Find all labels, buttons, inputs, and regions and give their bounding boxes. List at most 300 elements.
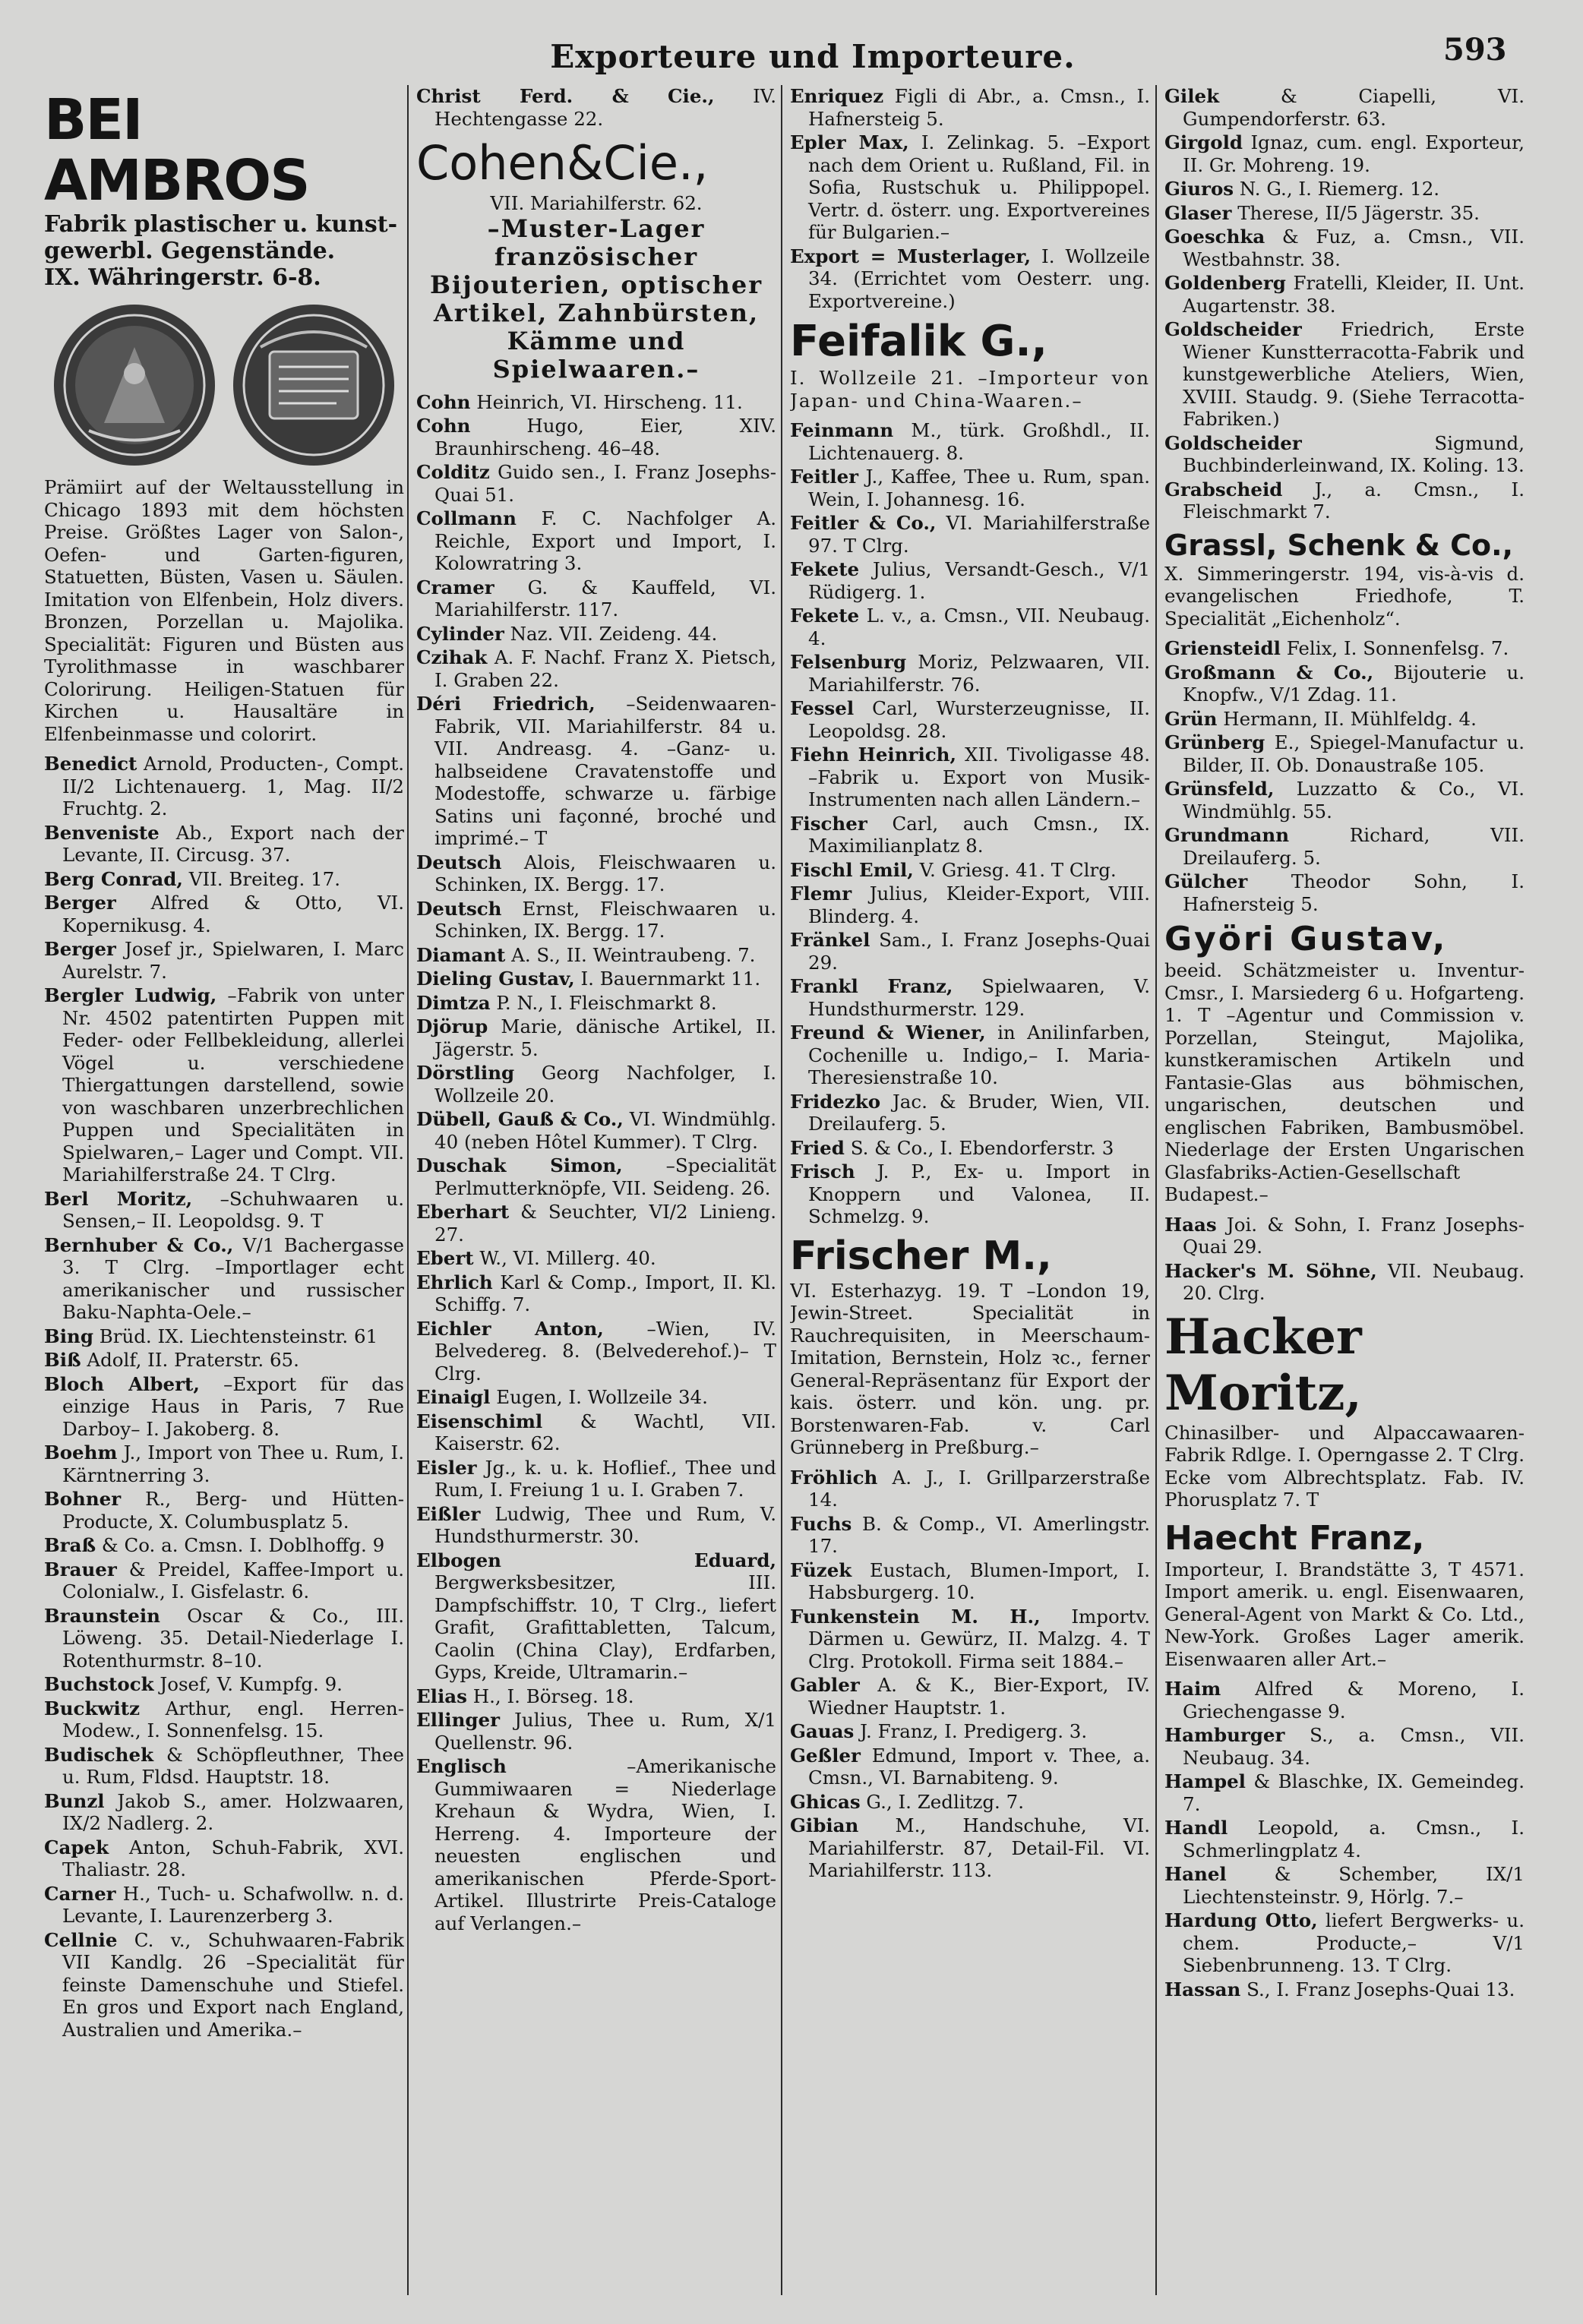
- entry-name: Fuchs: [790, 1512, 852, 1535]
- list-item: [790, 131, 1150, 244]
- medal-images: [44, 302, 404, 469]
- entry-text: Importv. Därmen u. Gewürz, II. Malzg. 4. T Clrg. Protokoll. Firma seit 1884.–: [808, 1605, 1150, 1672]
- entry-name: Braß: [44, 1534, 96, 1556]
- ad-cohen-name: Cohen&Cie.,: [416, 135, 709, 191]
- entry-text: VI. Windmühlg. 40 (neben Hôtel Kummer). T Clrg.: [434, 1108, 776, 1153]
- entry-name: Girgold: [1164, 131, 1243, 153]
- page-header: [0, 27, 1583, 73]
- entry-text: & Preidel, Kaffee-Import u. Colonialw., I. Gisfelastr. 6.: [62, 1558, 404, 1602]
- entry-name: Ghicas: [790, 1790, 861, 1813]
- entry-text: & Seuchter, VI/2 Linieng. 27.: [434, 1201, 776, 1246]
- entry-name: Déri Friedrich,: [416, 693, 596, 715]
- list-item: [1164, 131, 1525, 176]
- ad-feifalik-name: Feifalik G.,: [790, 317, 1047, 366]
- entry-text: I. Zelinkag. 5. –Export nach dem Orient u. Rußland, Fil. in Sofia, Rustschuk u. Philippopel. Vertr. d. österr. ung. Exportvereines für Bulgarien.–: [808, 131, 1150, 243]
- entry-name: Fiehn Heinrich,: [790, 744, 957, 766]
- entry-text: J., a. Cmsn., I. Fleischmarkt 7.: [1183, 478, 1525, 523]
- list-item: [416, 1457, 776, 1501]
- column-2: [416, 85, 776, 2303]
- ad-hacker: [1164, 1309, 1525, 1511]
- ad-haecht-body: Importeur, I. Brandstätte 3, T 4571. Import amerik. u. engl. Eisenwaaren, General-Agent von Markt & Co. Ltd., New-York. Großes Lager amerik. Eisenwaaren aller Art.–: [1164, 1558, 1525, 1670]
- entry-name: Fried: [790, 1136, 845, 1159]
- entry-text: Eustach, Blumen-Import, I. Habsburgerg. 10.: [808, 1558, 1150, 1603]
- entry-name: Budischek: [44, 1743, 154, 1766]
- list-item: [790, 1091, 1150, 1135]
- entry-name: Berger: [44, 938, 116, 960]
- entry-name: Handl: [1164, 1817, 1228, 1839]
- entry-text: H., I. Börseg. 18.: [466, 1685, 634, 1707]
- entry-text: & Wachtl, VII. Kaiserstr. 62.: [434, 1410, 776, 1454]
- entry-name: Freund & Wiener,: [790, 1021, 986, 1044]
- entry-name: Dieling Gustav,: [416, 968, 575, 990]
- list-item: [1164, 1214, 1525, 1258]
- entry-list: [1164, 1214, 1525, 1305]
- list-item: [416, 461, 776, 506]
- entry-name: Geßler: [790, 1744, 861, 1767]
- entry-text: Friedrich, Erste Wiener Kunstterracotta-Fabrik und kunstgewerbliche Ateliers, Wien, XVIII. Staudg. 9. (Siehe Terracotta-Fabriken.): [1183, 318, 1525, 430]
- ad-hacker-name: Hacker Moritz,: [1164, 1308, 1362, 1422]
- ad-cohen-address: VII. Mariahilferstr. 62.: [490, 192, 703, 214]
- entry-text: Felix, I. Sonnenfelsg. 7.: [1280, 637, 1509, 659]
- entry-name: Hassan: [1164, 1978, 1241, 2000]
- entry-list: [1164, 85, 1525, 523]
- entry-name: Gibian: [790, 1814, 859, 1836]
- entry-text: Julius, Thee u. Rum, X/1 Quellenstr. 96.: [434, 1709, 776, 1754]
- list-item: [1164, 478, 1525, 523]
- list-item: [416, 1015, 776, 1060]
- ad-haecht-name: Haecht Franz,: [1164, 1518, 1425, 1558]
- entry-name: Fränkel: [790, 929, 870, 951]
- entry-text: Josef, V. Kumpfg. 9.: [153, 1673, 343, 1695]
- entry-name: Bloch Albert,: [44, 1372, 200, 1395]
- entry-text: Guido sen., I. Franz Josephs-Quai 51.: [434, 461, 776, 506]
- entry-name: Goldscheider: [1164, 431, 1302, 454]
- entry-name: Ehrlich: [416, 1271, 493, 1293]
- list-item: [1164, 731, 1525, 776]
- entry-name: Flemr: [790, 883, 852, 905]
- medal-back-icon: [230, 302, 397, 469]
- entry-name: Grün: [1164, 707, 1218, 730]
- entry-text: –Export für das einzige Haus in Paris, 7 Rue Darboy– I. Jakoberg. 8.: [62, 1372, 404, 1440]
- list-item: [790, 883, 1150, 927]
- entry-text: S. & Co., I. Ebendorferstr. 3: [844, 1136, 1114, 1159]
- list-item: [1164, 662, 1525, 706]
- entry-name: Füzek: [790, 1558, 852, 1581]
- entry-name: Buchstock: [44, 1673, 154, 1695]
- entry-name: Berg Conrad,: [44, 867, 183, 890]
- entry-text: Eugen, I. Wollzeile 34.: [490, 1386, 708, 1408]
- entry-text: –Wien, IV. Belvedereg. 8. (Belvederehof.)– T Clrg.: [434, 1317, 776, 1385]
- entry-name: Hampel: [1164, 1770, 1246, 1792]
- entry-text: Ab., Export nach der Levante, II. Circusg. 37.: [62, 821, 404, 866]
- entry-text: Brüd. IX. Liechtensteinstr. 61: [93, 1325, 378, 1347]
- list-item: [1164, 318, 1525, 431]
- entry-name: Goldenberg: [1164, 272, 1286, 294]
- entry-text: –Seidenwaaren-Fabrik, VII. Mariahilferstr. 84 u. VII. Andreasg. 4. –Ganz- u. halbseidene Cravatenstoffe und Modestoffe, schwarze u. färbige Satins uni façonné, broché und imprimé.– T: [434, 693, 776, 849]
- ad-ambros-body: Prämiirt auf der Weltausstellung in Chicago 1893 mit dem höchsten Preise. Größtes Lager von Salon-, Oefen- und Garten-figuren, Statuetten, Büsten, Vasen u. Säulen. Imitation von Elfenbein, Holz divers. Bronzen, Porzellan u. Majolika. Specialität: Figuren und Büsten aus Tyrolithmasse in waschbarer Colorirung. Heiligen-Statuen für Kirchen u. Hausaltäre in Elfenbeinmasse und colorirt.: [44, 476, 404, 745]
- list-item: [44, 1673, 404, 1696]
- list-item: [416, 1271, 776, 1316]
- entry-name: Glaser: [1164, 201, 1232, 224]
- entry-text: Julius, Kleider-Export, VIII. Blinderg. 4.: [808, 883, 1150, 927]
- entry-name: Fischl Emil,: [790, 858, 914, 881]
- entry-name: Benedict: [44, 753, 137, 775]
- entry-text: Hugo, Eier, XIV. Braunhirscheng. 46–48.: [434, 415, 776, 459]
- ad-frischer-name: Frischer M.,: [790, 1233, 1052, 1279]
- entry-text: VI. Mariahilferstraße 97. T Clrg.: [808, 512, 1150, 557]
- ad-grassl-body: X. Simmeringerstr. 194, vis-à-vis d. evangelischen Friedhofe, T. Specialität „Eichenholz“.: [1164, 562, 1525, 630]
- list-item: [416, 992, 776, 1015]
- entry-text: Joi. & Sohn, I. Franz Josephs-Quai 29.: [1183, 1213, 1525, 1258]
- list-item: [790, 245, 1150, 313]
- entry-list: [790, 85, 1150, 312]
- entry-text: V/1 Bachergasse 3. T Clrg. –Importlager echt amerikanischer und russischer Baku-Naphta-Oele.–: [62, 1233, 404, 1323]
- entry-text: Luzzatto & Co., VI. Windmühlg. 55.: [1183, 778, 1525, 823]
- list-item: [416, 1386, 776, 1409]
- list-item: [790, 1791, 1150, 1814]
- entry-text: A. J., I. Grillparzerstraße 14.: [808, 1466, 1150, 1511]
- entry-name: Eißler: [416, 1502, 481, 1525]
- entry-text: A. F. Nachf. Franz X. Pietsch, I. Graben 22.: [434, 646, 776, 691]
- entry-text: –Fabrik von unter Nr. 4502 patentirten Puppen mit Feder- oder Fellbekleidung, allerlei Vögel u. verschiedene Thiergattungen darstellend, sowie von waschbaren unzerbrechlichen Puppen und Specialitäten in Spielwaren,– Lager und Compt. VII. Mariahilferstraße 24. T Clrg.: [62, 984, 404, 1186]
- entry-name: Goldscheider: [1164, 318, 1302, 340]
- list-item: [44, 1234, 404, 1324]
- entry-text: G., I. Zedlitzg. 7.: [860, 1790, 1025, 1813]
- list-item: [44, 1488, 404, 1533]
- column-rule: [1155, 85, 1157, 2295]
- entry-text: Karl & Comp., Import, II. Kl. Schiffg. 7.: [434, 1271, 776, 1315]
- entry-name: Duschak Simon,: [416, 1154, 623, 1176]
- entry-name: Hanel: [1164, 1863, 1227, 1885]
- list-item: [1164, 637, 1525, 660]
- entry-name: Bunzl: [44, 1789, 105, 1812]
- entry-name: Deutsch: [416, 851, 502, 873]
- entry-name: Capek: [44, 1836, 109, 1858]
- entry-name: Bohner: [44, 1488, 122, 1510]
- ad-grassl-name: Grassl, Schenk & Co.,: [1164, 528, 1514, 562]
- list-item: [1164, 432, 1525, 477]
- entry-name: Fridezko: [790, 1090, 881, 1113]
- list-item: [416, 85, 776, 130]
- column-1: [44, 85, 404, 2303]
- list-item: [1164, 870, 1525, 915]
- entry-text: M., türk. Großhdl., II. Lichtenauerg. 8.: [808, 419, 1150, 464]
- entry-text: Arnold, Producten-, Compt. II/2 Lichtenauerg. 1, Mag. II/2 Fruchtg. 2.: [62, 753, 404, 819]
- entry-text: E., Spiegel-Manufactur u. Bilder, II. Ob. Donaustraße 105.: [1183, 731, 1525, 776]
- list-item: [1164, 272, 1525, 317]
- entry-text: Theodor Sohn, I. Hafnersteig 5.: [1183, 870, 1525, 915]
- entry-list: [1164, 637, 1525, 915]
- entry-name: Dörstling: [416, 1062, 515, 1084]
- entry-text: Ignaz, cum. engl. Exporteur, II. Gr. Mohreng. 19.: [1183, 131, 1525, 176]
- entry-text: Sam., I. Franz Josephs-Quai 29.: [808, 929, 1150, 974]
- entry-text: Figli di Abr., a. Cmsn., I. Hafnersteig 5.: [808, 85, 1150, 130]
- entry-text: L. v., a. Cmsn., VII. Neubaug. 4.: [808, 605, 1150, 649]
- entry-name: Enriquez: [790, 85, 884, 107]
- entry-text: F. C. Nachfolger A. Reichle, Export und Import, I. Kolowratring 3.: [434, 507, 776, 574]
- list-item: [790, 975, 1150, 1020]
- entry-name: Colditz: [416, 461, 490, 483]
- list-item: [790, 512, 1150, 557]
- list-item: [790, 1513, 1150, 1558]
- entry-name: Ellinger: [416, 1709, 501, 1731]
- entry-text: Hermann, II. Mühlfeldg. 4.: [1217, 707, 1477, 730]
- entry-text: W., VI. Millerg. 40.: [473, 1247, 656, 1269]
- list-item: [44, 1790, 404, 1835]
- medal-front-icon: [51, 302, 218, 469]
- column-rule: [407, 85, 409, 2295]
- entry-text: Spielwaaren, V. Hundsthurmerstr. 129.: [808, 975, 1150, 1020]
- entry-name: Epler Max,: [790, 131, 909, 153]
- entry-text: Bijouterie u. Knopfw., V/1 Zdag. 11.: [1183, 661, 1525, 706]
- list-item: [790, 85, 1150, 130]
- list-item: [44, 1558, 404, 1603]
- entry-name: Giuros: [1164, 178, 1234, 200]
- list-item: [44, 1325, 404, 1348]
- list-item: [416, 1318, 776, 1385]
- entry-text: Fratelli, Kleider, II. Unt. Augartenstr. 38.: [1183, 272, 1525, 317]
- entry-name: Christ Ferd. & Cie.,: [416, 85, 715, 107]
- entry-name: Gülcher: [1164, 870, 1248, 892]
- entry-name: Czihak: [416, 646, 488, 668]
- entry-name: Berger: [44, 892, 116, 914]
- entry-text: Jac. & Bruder, Wien, VII. Dreilauferg. 5.: [808, 1090, 1150, 1135]
- ad-feifalik: [790, 317, 1150, 412]
- entry-text: & Schember, IX/1 Liechtensteinstr. 9, Hörlg. 7.–: [1183, 1863, 1525, 1908]
- list-item: [416, 1062, 776, 1107]
- entry-text: S., a. Cmsn., VII. Neubaug. 34.: [1183, 1724, 1525, 1769]
- list-item: [790, 1559, 1150, 1604]
- entry-list: [790, 1467, 1150, 1882]
- entry-name: Felsenburg: [790, 651, 907, 673]
- ad-ambros-line: gewerbl. Gegenstände.: [44, 238, 336, 264]
- ad-hacker-body: Chinasilber- und Alpaccawaaren-Fabrik Rdlge. I. Operngasse 2. T Clrg. Ecke vom Albrechtsplatz. Fab. IV. Phorusplatz 7. T: [1164, 1421, 1525, 1511]
- entry-text: Leopold, a. Cmsn., I. Schmerlingplatz 4.: [1183, 1817, 1525, 1861]
- page-number: 593: [1443, 32, 1507, 68]
- list-item: [416, 693, 776, 850]
- entry-name: Cramer: [416, 576, 494, 598]
- entry-name: Biß: [44, 1349, 81, 1371]
- entry-text: Ernst, Fleischwaaren u. Schinken, IX. Bergg. 17.: [434, 897, 776, 942]
- entry-name: Brauer: [44, 1558, 117, 1580]
- entry-name: Feitler: [790, 466, 859, 488]
- entry-text: J., Import von Thee u. Rum, I. Kärntnerring 3.: [62, 1441, 404, 1486]
- entry-name: Collmann: [416, 507, 517, 529]
- entry-name: Cylinder: [416, 622, 504, 645]
- list-item: [790, 558, 1150, 603]
- entry-name: Buckwitz: [44, 1697, 141, 1719]
- entry-text: Anton, Schuh-Fabrik, XVI. Thaliastr. 28.: [62, 1836, 404, 1880]
- list-item: [416, 507, 776, 575]
- list-item: [416, 898, 776, 943]
- entry-text: –Amerikanische Gummiwaaren = Niederlage Krehaun & Wydra, Wien, I. Herreng. 4. Importeure der neuesten englischen und amerikanischen Pferde-Sport-Artikel. Illustrirte Preis-Cataloge auf Verlangen.–: [434, 1755, 776, 1934]
- list-item: [1164, 1978, 1525, 2001]
- entry-list: [416, 391, 776, 1935]
- list-item: [416, 1755, 776, 1934]
- entry-name: Export = Musterlager,: [790, 245, 1032, 267]
- list-item: [44, 868, 404, 891]
- entry-text: Georg Nachfolger, I. Wollzeile 20.: [434, 1062, 776, 1107]
- entry-text: I. Wollzeile 34. (Errichtet vom Oesterr. ung. Exportvereine.): [808, 245, 1150, 312]
- list-item: [44, 1605, 404, 1672]
- list-item: [416, 391, 776, 414]
- list-item: [416, 1201, 776, 1246]
- list-item: [790, 1606, 1150, 1673]
- list-item: [44, 1441, 404, 1486]
- entry-text: H., Tuch- u. Schafwollw. n. d. Levante, I. Laurenzerberg 3.: [62, 1882, 404, 1927]
- list-item: [790, 1137, 1150, 1160]
- list-item: [44, 1534, 404, 1557]
- entry-name: Gauas: [790, 1720, 855, 1742]
- ad-ambros-address: IX. Währingerstr. 6-8.: [44, 264, 321, 291]
- entry-name: Frankl Franz,: [790, 975, 953, 997]
- entry-name: Feitler & Co.,: [790, 512, 937, 534]
- entry-name: Grünberg: [1164, 731, 1265, 753]
- entry-text: I. Bauernmarkt 11.: [574, 968, 761, 990]
- entry-text: liefert Bergwerks- u. chem. Producte,– V/1 Siebenbrunneng. 13. T Clrg.: [1183, 1909, 1525, 1976]
- entry-text: S., I. Franz Josephs-Quai 13.: [1240, 1978, 1515, 2000]
- entry-text: Bergwerksbesitzer, III. Dampfschiffstr. 10, T Clrg., liefert Grafit, Grafittabletten, Talcum, Caolin (China Clay), Erdfarben, Gyps, Kreide, Ultramarin.–: [434, 1571, 776, 1683]
- list-item: [416, 944, 776, 967]
- list-item: [416, 1247, 776, 1270]
- entry-text: VII. Breiteg. 17.: [182, 867, 340, 890]
- list-item: [790, 466, 1150, 510]
- entry-name: Elias: [416, 1685, 467, 1707]
- list-item: [790, 813, 1150, 857]
- entry-list: [44, 753, 404, 2041]
- list-item: [1164, 85, 1525, 130]
- entry-text: Sigmund, Buchbinderleinwand, IX. Koling. 13.: [1183, 431, 1525, 476]
- entry-text: Ludwig, Thee und Rum, V. Hundsthurmerstr. 30.: [434, 1502, 776, 1547]
- list-item: [416, 1410, 776, 1455]
- entry-name: Fischer: [790, 812, 867, 835]
- list-item: [790, 697, 1150, 742]
- entry-text: Heinrich, VI. Hirscheng. 11.: [470, 390, 743, 413]
- entry-text: A. & K., Bier-Export, IV. Wiedner Hauptstr. 1.: [808, 1674, 1150, 1719]
- entry-text: Alfred & Moreno, I. Griechengasse 9.: [1183, 1678, 1525, 1722]
- list-item: [416, 623, 776, 646]
- entry-text: P. N., I. Fleischmarkt 8.: [490, 991, 717, 1014]
- entry-name: Braunstein: [44, 1604, 160, 1627]
- entry-name: Dübell, Gauß & Co.,: [416, 1108, 624, 1130]
- list-item: [44, 892, 404, 936]
- entry-name: Großmann & Co.,: [1164, 661, 1374, 684]
- entry-text: G. & Kauffeld, VI. Mariahilferstr. 117.: [434, 576, 776, 620]
- entry-text: & Schöpfleuthner, Thee u. Rum, Fldsd. Hauptstr. 18.: [62, 1743, 404, 1788]
- entry-name: Feinmann: [790, 419, 894, 441]
- entry-text: C. v., Schuhwaaren-Fabrik VII Kandlg. 26 –Specialität für feinste Damenschuhe und Stiefel. En gros und Export nach England, Australien und Amerika.–: [62, 1928, 404, 2041]
- entry-text: B. & Comp., VI. Amerlingstr. 17.: [808, 1512, 1150, 1557]
- entry-name: Fekete: [790, 605, 860, 627]
- list-item: [790, 929, 1150, 974]
- entry-name: Diamant: [416, 943, 506, 966]
- entry-text: Arthur, engl. Herren-Modew., I. Sonnenfelsg. 15.: [62, 1697, 404, 1741]
- list-item: [1164, 202, 1525, 225]
- entry-text: Adolf, II. Praterstr. 65.: [81, 1349, 299, 1371]
- ad-gyori-body: beeid. Schätzmeister u. Inventur-Cmsr., I. Marsiederg 6 u. Hofgarteng. 1. T –Agentur und Commission v. Porzellan, Steingut, Majolika, kunstkeramischen Artikeln und Fantasie-Glas aus böhmischen, ungarischen, deutschen und englischen Fabriken, Bambusmöbel. Niederlage der Ersten Ungarischen Glasfabriks-Actien-Gesellschaft Budapest.–: [1164, 959, 1525, 1205]
- list-item: [790, 1674, 1150, 1719]
- column-4: [1164, 85, 1525, 2303]
- entry-text: V. Griesg. 41. T Clrg.: [913, 858, 1117, 881]
- ad-frischer: [790, 1233, 1150, 1459]
- entry-text: A. S., II. Weintraubeng. 7.: [505, 943, 756, 966]
- entry-name: Grünsfeld,: [1164, 778, 1275, 800]
- column-3: [790, 85, 1150, 2303]
- list-item: [790, 1160, 1150, 1228]
- list-item: [44, 984, 404, 1186]
- list-item: [416, 1503, 776, 1548]
- list-item: [1164, 1863, 1525, 1908]
- list-item: [44, 822, 404, 867]
- entry-text: –Schuhwaaren u. Sensen,– II. Leopoldsg. 9. T: [62, 1187, 404, 1232]
- entry-text: & Fuz, a. Cmsn., VII. Westbahnstr. 38.: [1183, 226, 1525, 270]
- list-item: [790, 1745, 1150, 1789]
- entry-name: Cellnie: [44, 1928, 118, 1951]
- list-item: [790, 605, 1150, 649]
- ad-grassl: [1164, 528, 1525, 630]
- entry-text: Alois, Fleischwaaren u. Schinken, IX. Bergg. 17.: [434, 851, 776, 895]
- entry-text: J. P., Ex- u. Import in Knoppern und Valonea, II. Schmelzg. 9.: [808, 1160, 1150, 1227]
- ad-cohen: [416, 134, 776, 384]
- entry-text: Alfred & Otto, VI. Kopernikusg. 4.: [62, 892, 404, 936]
- entry-name: Berl Moritz,: [44, 1187, 193, 1210]
- entry-list: [1164, 1678, 1525, 2000]
- list-item: [416, 646, 776, 691]
- entry-name: Gabler: [790, 1674, 860, 1696]
- entry-name: Goeschka: [1164, 226, 1265, 248]
- list-item: [44, 938, 404, 983]
- entry-list: [790, 419, 1150, 1228]
- list-item: [790, 1814, 1150, 1882]
- list-item: [44, 1836, 404, 1881]
- entry-text: Josef jr., Spielwaren, I. Marc Aurelstr. 7.: [62, 938, 404, 983]
- list-item: [1164, 1724, 1525, 1769]
- list-item: [1164, 178, 1525, 201]
- entry-text: J. Franz, I. Predigerg. 3.: [854, 1720, 1088, 1742]
- list-item: [416, 851, 776, 896]
- list-item: [416, 968, 776, 990]
- entry-text: Jg., k. u. k. Hoflief., Thee und Rum, I. Freiung 1 u. I. Graben 7.: [434, 1456, 776, 1501]
- entry-text: Naz. VII. Zeideng. 44.: [504, 622, 718, 645]
- ad-frischer-body: VI. Esterhazyg. 19. T –London 19, Jewin-Street. Specialität in Rauchrequisiten, in Meerschaum-Imitation, Bernstein, Holz ꝛc., ferner General-Repräsentanz für Export der kais. österr. und kön. ung. pr. Borstenwaren-Fab. v. Carl Grünneberg in Preßburg.–: [790, 1279, 1150, 1458]
- entry-text: M., Handschuhe, VI. Mariahilferstr. 87, Detail-Fil. VI. Mariahilferstr. 113.: [808, 1814, 1150, 1881]
- list-item: [416, 1108, 776, 1153]
- list-item: [416, 415, 776, 459]
- entry-name: Boehm: [44, 1441, 118, 1464]
- ad-feifalik-body: I. Wollzeile 21. –Importeur von Japan- und China-Waaren.–: [790, 367, 1150, 412]
- entry-text: R., Berg- und Hütten-Producte, X. Columbusplatz 5.: [62, 1488, 404, 1533]
- entry-name: Bergler Ludwig,: [44, 984, 217, 1006]
- entry-name: Eisler: [416, 1456, 477, 1479]
- entry-name: Hacker's M. Söhne,: [1164, 1259, 1377, 1282]
- list-item: [1164, 226, 1525, 270]
- entry-name: Benveniste: [44, 821, 160, 844]
- entry-name: Hardung Otto,: [1164, 1909, 1318, 1931]
- list-item: [44, 1373, 404, 1441]
- list-item: [416, 576, 776, 621]
- ad-gyori-name: Györi Gustav,: [1164, 920, 1448, 958]
- column-rule: [781, 85, 782, 2295]
- entry-name: Bing: [44, 1325, 93, 1347]
- entry-name: Bernhuber & Co.,: [44, 1233, 234, 1256]
- entry-name: Fröhlich: [790, 1466, 878, 1489]
- entry-text: & Blaschke, IX. Gemeindeg. 7.: [1183, 1770, 1525, 1815]
- entry-name: Haas: [1164, 1213, 1217, 1236]
- list-item: [44, 1349, 404, 1372]
- entry-name: Ebert: [416, 1247, 474, 1269]
- list-item: [1164, 1770, 1525, 1815]
- entry-text: J., Kaffee, Thee u. Rum, span. Wein, I. Johannesg. 16.: [808, 466, 1150, 510]
